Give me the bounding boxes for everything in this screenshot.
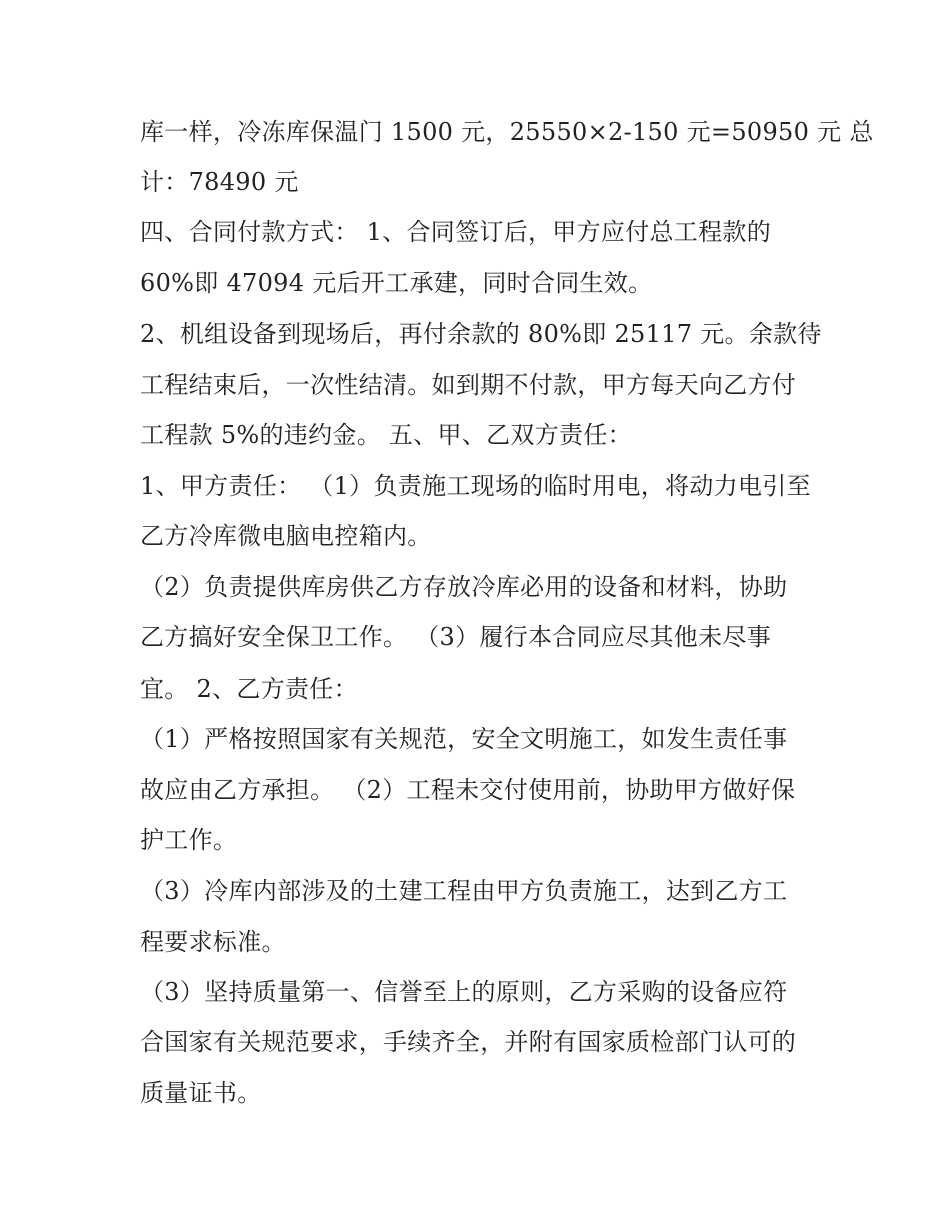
text-line: 四、合同付款方式： 1、合同签订后，甲方应付总工程款的 [140, 218, 771, 246]
text-line: 工程结束后，一次性结清。如到期不付款，甲方每天向乙方付 [140, 371, 797, 399]
text-line: 乙方搞好安全保卫工作。 （3）履行本合同应尽其他未尽事 [140, 623, 771, 651]
text-line: 乙方冷库微电脑电控箱内。 [140, 522, 432, 550]
text-line: （1）严格按照国家有关规范，安全文明施工，如发生责任事 [140, 725, 788, 753]
text-line: 计：78490 元 [140, 168, 299, 196]
text-line: 质量证书。 [140, 1079, 262, 1107]
text-line: 故应由乙方承担。 （2）工程未交付使用前，协助甲方做好保 [140, 776, 796, 804]
text-line: 2、机组设备到现场后，再付余款的 80%即 25117 元。余款待 [140, 320, 822, 348]
text-line: 60%即 47094 元后开工承建，同时合同生效。 [140, 269, 653, 297]
text-line: 库一样，冷冻库保温门 1500 元，25550×2-150 元=50950 元 总 [140, 118, 874, 146]
text-line: 护工作。 [140, 826, 238, 854]
text-line: 工程款 5%的违约金。 五、甲、乙双方责任： [140, 421, 632, 449]
text-line: （3）冷库内部涉及的土建工程由甲方负责施工，达到乙方工 [140, 877, 788, 905]
text-line: 合国家有关规范要求，手续齐全，并附有国家质检部门认可的 [140, 1028, 797, 1056]
text-line: 宜。 2、乙方责任： [140, 675, 358, 703]
text-line: 程要求标准。 [140, 928, 286, 956]
text-line: 1、甲方责任： （1）负责施工现场的临时用电，将动力电引至 [140, 472, 811, 500]
text-line: （2）负责提供库房供乙方存放冷库必用的设备和材料，协助 [140, 573, 788, 601]
text-line: （3）坚持质量第一、信誉至上的原则，乙方采购的设备应符 [140, 978, 788, 1006]
